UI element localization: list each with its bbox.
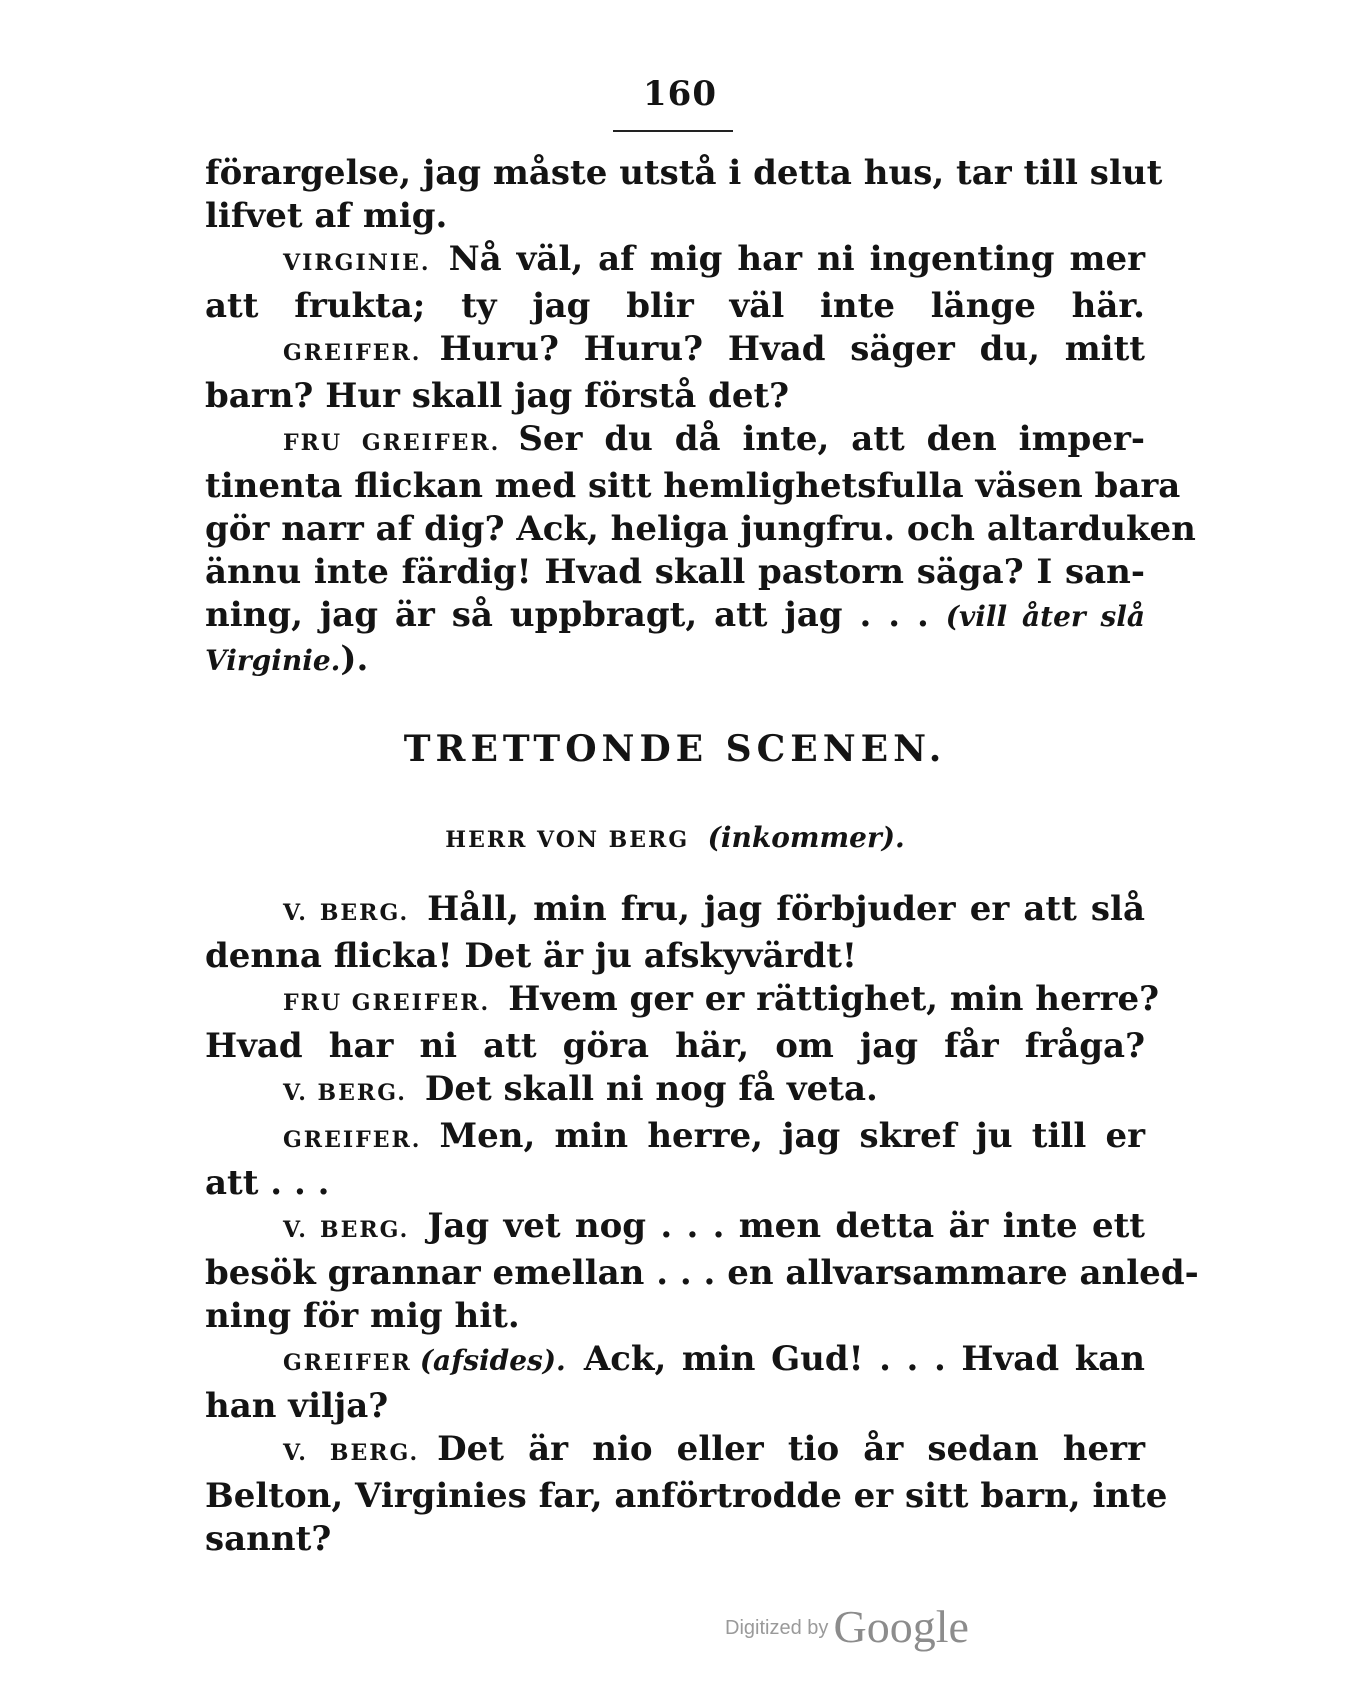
watermark-prefix: Digitized by (725, 1617, 829, 1639)
text-line: sannt? (205, 1519, 332, 1559)
text-block-dialogue (205, 888, 1199, 1561)
dialogue-line (205, 418, 1145, 465)
speech-text: Men, min herre, jag skref ju till er (439, 1116, 1145, 1156)
stage-direction: (vill åter slå (945, 600, 1146, 633)
text-line: att frukta; ty jag blir väl inte länge här. (205, 286, 1145, 326)
speaker-name: V. BERG. (283, 900, 410, 926)
text-block-top (205, 152, 1196, 682)
speech-text: Ser du då inte, att den imper- (518, 419, 1145, 459)
digitized-watermark (725, 1600, 969, 1653)
scene-entry (205, 820, 1145, 855)
text-line: lifvet af mig. (205, 196, 448, 236)
text-line: barn? Hur skall jag förstå det? (205, 376, 790, 416)
text-line: denna flicka! Det är ju afskyvärdt! (205, 936, 857, 976)
text-line: gör narr af dig? Ack, heliga jungfru. och altarduken (205, 509, 1196, 549)
speech-text: Det är nio eller tio år sedan herr (437, 1429, 1145, 1469)
speaker-name: V. BERG. (283, 1217, 410, 1243)
dialogue-line (205, 1115, 1145, 1162)
speaker-name: GREIFER (283, 1350, 412, 1376)
text-line: besök grannar emellan . . . en allvarsammare anled- (205, 1253, 1199, 1293)
speech-text: Jag vet nog . . . men detta är inte ett (427, 1206, 1145, 1246)
text-line: att . . . (205, 1163, 330, 1203)
speaker-name: HERR VON BERG (445, 827, 690, 853)
stage-direction: Virginie. (205, 644, 341, 677)
speech-text: Det skall ni nog få veta. (424, 1069, 878, 1109)
speech-text: Hvem ger er rättighet, min herre? (508, 979, 1160, 1019)
dialogue-line (205, 238, 1145, 285)
dialogue-line (205, 1205, 1145, 1252)
google-logo: Google (833, 1601, 969, 1652)
text-line: tinenta flickan med sitt hemlighetsfulla väsen bara (205, 466, 1181, 506)
dialogue-line (205, 978, 1160, 1025)
speaker-name: V. BERG. (283, 1440, 420, 1466)
speech-text: Huru? Huru? Hvad säger du, mitt (439, 329, 1145, 369)
speech-text: ning, jag är så uppbragt, att jag . . . (205, 595, 929, 635)
speaker-name: V. BERG. (283, 1080, 407, 1106)
stage-direction: (afsides). (419, 1344, 566, 1377)
speaker-name: FRU GREIFER. (283, 990, 491, 1016)
speaker-name: GREIFER. (283, 340, 422, 366)
text-line: Belton, Virginies far, anförtrodde er sitt barn, inte (205, 1476, 1168, 1516)
dialogue-line (205, 1068, 1145, 1115)
text-line: förargelse, jag måste utstå i detta hus, tar till slut (205, 153, 1163, 193)
dialogue-line (205, 1428, 1145, 1475)
scene-title: TRETTONDE SCENEN. (403, 728, 947, 770)
stage-direction: (inkommer). (707, 821, 905, 854)
speech-text: Håll, min fru, jag förbjuder er att slå (427, 889, 1145, 929)
speech-text: Ack, min Gud! . . . Hvad kan (583, 1339, 1145, 1379)
page-number: 160 (643, 74, 717, 114)
text-line: Hvad har ni att göra här, om jag får fråga? (205, 1026, 1145, 1066)
speaker-name: VIRGINIE. (283, 250, 431, 276)
speech-text: ). (340, 639, 369, 679)
text-line (205, 594, 1145, 638)
speech-text: Nå väl, af mig har ni ingenting mer (448, 239, 1145, 279)
text-line: han vilja? (205, 1386, 389, 1426)
dialogue-line (205, 888, 1145, 935)
dialogue-line (205, 1338, 1145, 1385)
text-line: ännu inte färdig! Hvad skall pastorn säga? I san- (205, 552, 1145, 592)
speaker-name: GREIFER. (283, 1127, 422, 1153)
text-line: ning för mig hit. (205, 1296, 520, 1336)
dialogue-line (205, 328, 1145, 375)
page-number-rule (613, 130, 733, 132)
text-line (205, 638, 1145, 682)
speaker-name: FRU GREIFER. (283, 430, 501, 456)
